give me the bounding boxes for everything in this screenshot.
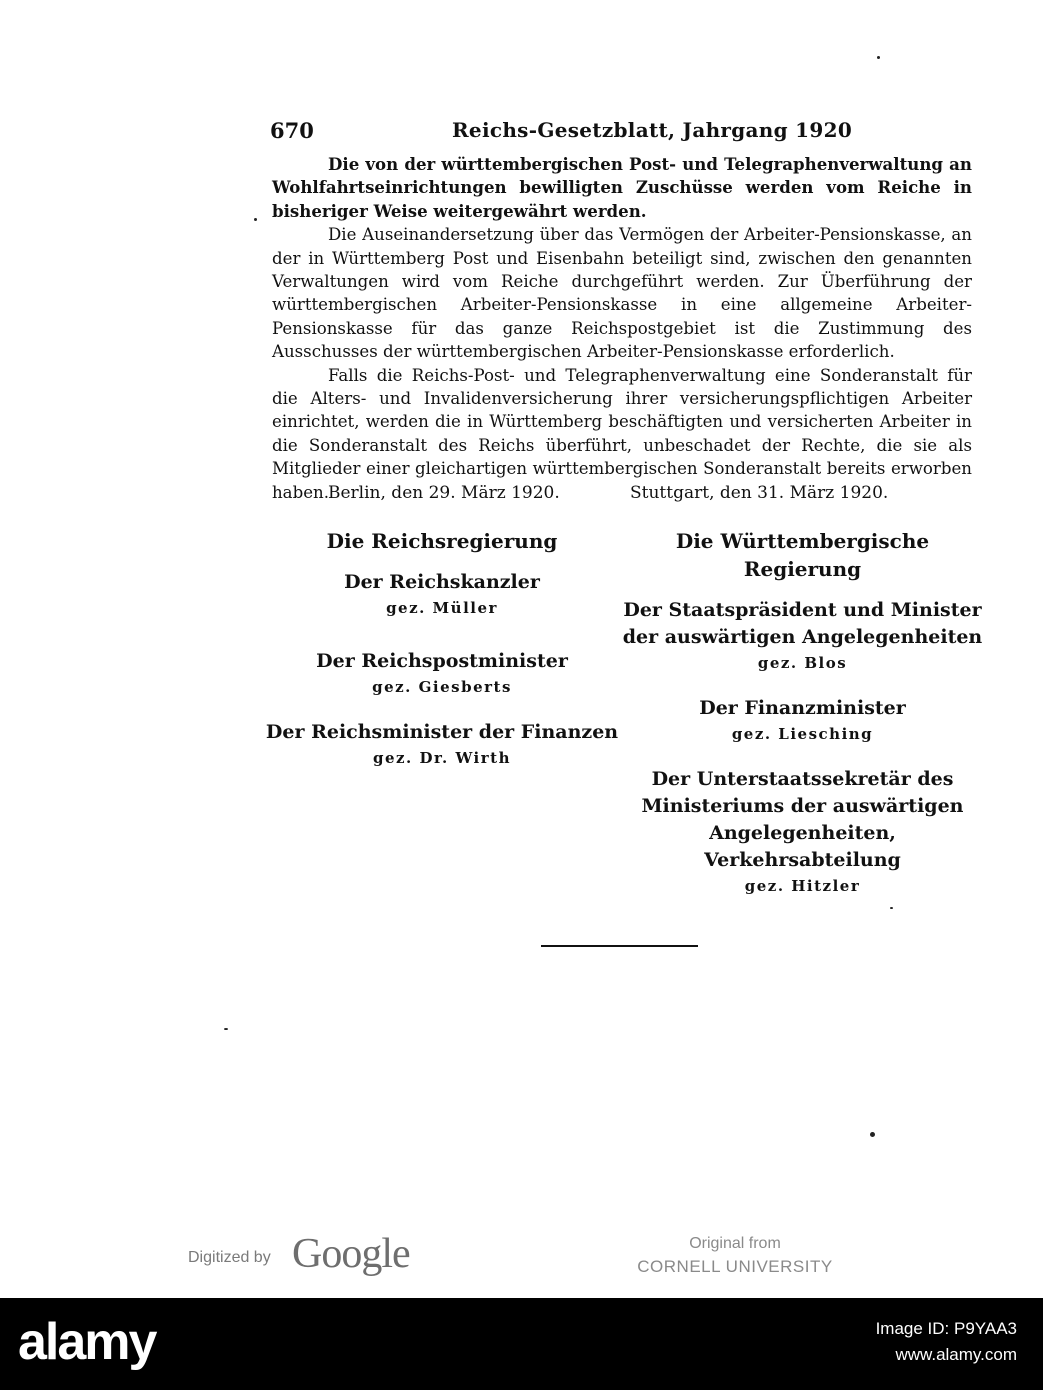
signer-role: Der Reichsminister der Finanzen (265, 721, 619, 743)
government-title: Die Reichsregierung (326, 529, 558, 553)
stock-url[interactable]: www.alamy.com (895, 1345, 1017, 1364)
stock-info (876, 1316, 1017, 1368)
signer-role: Der Unterstaatssekretär des Ministeriums der auswärtigen Angelegenheiten, Verkehrsabteilung (641, 768, 964, 871)
paragraph: Die Auseinandersetzung über das Vermögen der Arbeiter-Pensionskasse, an der in Württemberg Post und Eisenbahn beteiligt sind, zwischen den genannten Verwaltungen wird vom Reiche durchgeführt werden. Zur Überführung der württembergischen Arbeiter-Pensionskasse in eine allgemeine Arbeiter-Pensionskasse für das ganze Reichspostgebiet ist die Zustimmung des Ausschusses der württembergischen Arbeiter-Pensionskasse erforderlich. (272, 225, 972, 362)
scan-speck (254, 218, 257, 221)
signature-block (615, 766, 990, 898)
signature-block (262, 648, 622, 699)
scan-speck (870, 1132, 875, 1137)
signer-role: Der Finanzminister (699, 697, 906, 719)
google-logo: Google (292, 1231, 410, 1277)
signature-block (262, 719, 622, 770)
stock-image-id: Image ID: P9YAA3 (875, 1319, 1017, 1338)
government-title: Die Württembergische Regierung (675, 529, 930, 581)
date-berlin: Berlin, den 29. März 1920. (328, 483, 560, 503)
alamy-logo: alamy (18, 1313, 156, 1371)
signer-name: gez. Blos (757, 654, 848, 672)
signer-name: gez. Hitzler (744, 877, 861, 895)
signer-name: gez. Giesberts (372, 678, 512, 696)
signature-block (615, 695, 990, 746)
signer-name: gez. Liesching (731, 725, 874, 743)
page-header (270, 118, 970, 148)
journal-title: Reichs-Gesetzblatt, Jahrgang 1920 (452, 118, 853, 142)
paragraph: Falls die Reichs-Post- und Telegraphenverwaltung eine Sonderanstalt für die Alters- und Invalidenversicherung ihrer versicherungspflichtigen Arbeiter einrichtet, werden die in Württemberg beschäftigten und versicherten Arbeiter in die Sonderanstalt des Reichs überführt, unbeschadet der Rechte, die sie als Mitglieder einer gleichartigen württembergischen Sonderanstalt bereits erworben haben. (272, 365, 972, 502)
original-from-label: Original from (689, 1235, 781, 1252)
institution-name: CORNELL UNIVERSITY (637, 1257, 833, 1276)
signature-block (615, 597, 990, 675)
body-text (272, 153, 972, 504)
page-number: 670 (270, 118, 314, 143)
date-line (272, 483, 972, 509)
signer-name: gez. Müller (386, 599, 498, 617)
original-source-watermark (620, 1234, 850, 1280)
signer-name: gez. Dr. Wirth (373, 749, 511, 767)
date-stuttgart: Stuttgart, den 31. März 1920. (630, 483, 889, 503)
digitized-label: Digitized by (188, 1249, 271, 1266)
scan-speck (224, 1028, 228, 1030)
signature-column-reich (262, 527, 622, 790)
paragraph: Die von der württembergischen Post- und Telegraphenverwaltung an Wohlfahrtseinrichtungen bewilligten Zuschüsse werden vom Reiche in bisheriger Weise weitergewährt werden. (272, 154, 972, 221)
closing-rule (541, 945, 698, 947)
signer-role: Der Reichspostminister (316, 650, 568, 672)
signer-role: Der Staatspräsident und Minister der auswärtigen Angelegenheiten (622, 599, 983, 648)
signature-block (262, 569, 622, 620)
signature-column-wuerttemberg (615, 527, 990, 918)
scan-speck (877, 56, 880, 59)
stock-banner (0, 1298, 1043, 1390)
signer-role: Der Reichskanzler (344, 571, 540, 593)
